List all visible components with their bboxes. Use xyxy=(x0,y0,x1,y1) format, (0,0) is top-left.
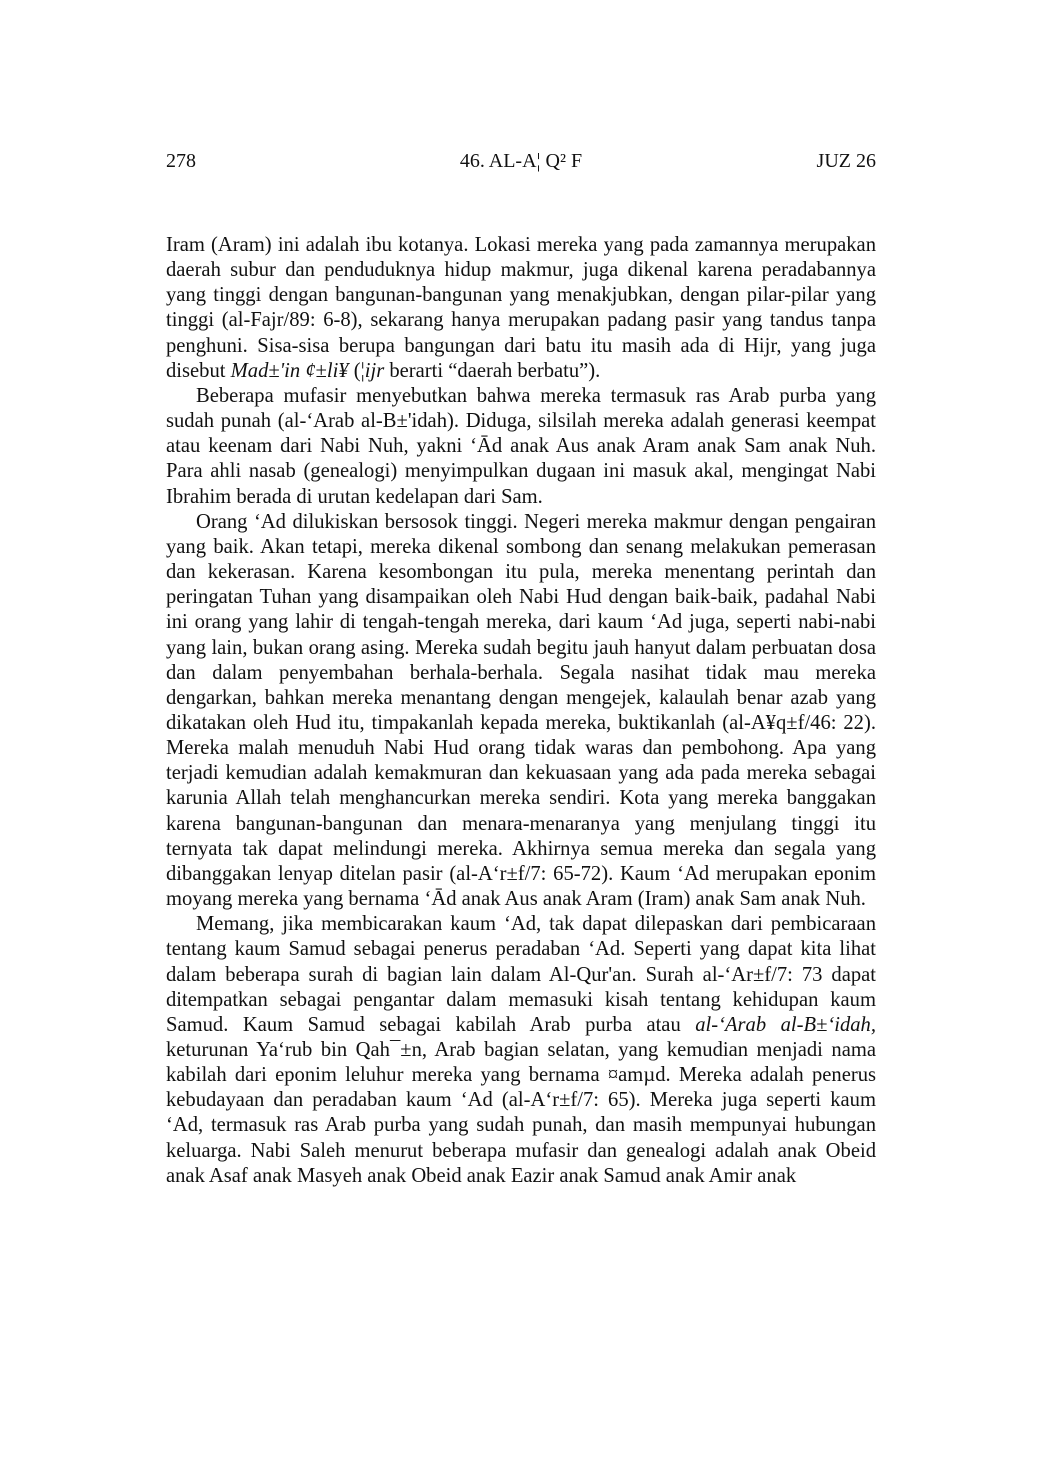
text-run: Iram (Aram) ini adalah ibu kotanya. Lokasi mereka yang pada zamannya merupakan daerah subur dan penduduknya hidup makmur, juga dikenal karena peradabannya yang tinggi dengan bangunan-bangunan yang menakjubkan, dengan pilar-pilar yang tinggi (al-Fajr/89: 6-8), sekarang hanya merupakan padang pasir yang tandus tanpa penghuni. Sisa-sisa berupa bangungan dari batu itu masih ada di Hijr, yang juga disebut xyxy=(166,234,876,382)
paragraph-4 xyxy=(166,912,876,1189)
chapter-title: 46. AL-A¦ Q² F xyxy=(459,150,583,172)
body-text xyxy=(166,233,876,1189)
italic-run: al-‘Arab al-B±‘idah, xyxy=(695,1013,876,1036)
paragraph-2 xyxy=(166,384,876,510)
text-run: Memang, jika membicarakan kaum ‘Ad, tak dapat dilepaskan dari pembicaraan tentang kaum Samud sebagai penerus peradaban ‘Ad. Seperti yang dapat kita lihat dalam beberapa surah di bagian lain dalam Al-Qur'an. Surah al-‘Ar±f/7: 73 dapat ditempatkan sebagai pengantar dalam memasuki kisah tentang kehidupan kaum Samud. Kaum Samud sebagai kabilah Arab purba atau xyxy=(166,913,876,1036)
text-run: Orang ‘Ad dilukiskan bersosok tinggi. Negeri mereka makmur dengan pengairan yang baik. Akan tetapi, mereka dikenal sombong dan senang melakukan pemerasan dan kekerasan. Karena kesombongan itu pula, mereka menentang perintah dan peringatan Tuhan yang disampaikan oleh Nabi Hud dengan baik-baik, padahal Nabi ini orang yang lahir di tengah-tengah mereka, dari kaum ‘Ad juga, seperti nabi-nabi yang lain, bukan orang asing. Mereka sudah begitu jauh hanyut dalam perbuatan dosa dan dalam penyembahan berhala-berhala. Segala nasihat tidak mau mereka dengarkan, bahkan mereka menantang dengan mengejek, kalaulah benar azab yang dikatakan oleh Hud itu, timpakanlah kepada mereka, buktikanlah (al-A¥q±f/46: 22). Mereka malah menuduh Nabi Hud orang tidak waras dan pembohong. Apa yang terjadi kemudian adalah kemakmuran dan kekuasaan yang ada pada mereka sebagai karunia Allah telah menghancurkan mereka sendiri. Kota yang mereka banggakan karena bangunan-bangunan dan menara-menaranya yang menjulang tinggi itu ternyata tak dapat melindungi mereka. Akhirnya semua mereka dan segala yang dibanggakan lenyap ditelan pasir (al-A‘r±f/7: 65-72). Kaum ‘Ad merupakan eponim moyang mereka yang bernama ‘Ād anak Aus anak Aram (Iram) anak Sam anak Nuh. xyxy=(166,510,876,911)
italic-run: Mad±'in ¢±li¥ xyxy=(230,359,349,382)
text-run: Beberapa mufasir menyebutkan bahwa mereka termasuk ras Arab purba yang sudah punah (al-‘Arab al-B±'idah). Diduga, silsilah mereka adalah generasi keempat atau keenam dari Nabi Nuh, yakni ‘Ād anak Aus anak Aram anak Sam anak Nuh. Para ahli nasab (genealogi) menyimpulkan dugaan ini masuk akal, mengingat Nabi Ibrahim berada di urutan kedelapan dari Sam. xyxy=(166,384,876,508)
text-run: berarti “daerah berbatu”). xyxy=(384,359,601,382)
text-run: (¦ xyxy=(348,359,365,382)
running-header xyxy=(166,147,876,175)
text-run: keturunan Ya‘rub bin Qah¯±n, Arab bagian selatan, yang kemudian menjadi nama kabilah dari eponim leluhur mereka yang bernama ¤amµd. Mereka adalah penerus kebudayaan dan peradaban kaum ‘Ad (al-A‘r±f/7: 65). Mereka juga seperti kaum ‘Ad, termasuk ras Arab purba yang sudah punah, dan masih mempunyai hubungan keluarga. Nabi Saleh menurut beberapa mufasir dan genealogi adalah anak Obeid anak Asaf anak Masyeh anak Obeid anak Eazir anak Samud anak Amir anak xyxy=(166,1039,876,1187)
italic-run: ijr xyxy=(364,359,385,382)
paragraph-3 xyxy=(166,510,876,913)
paragraph-1 xyxy=(166,233,876,384)
juz-label: JUZ 26 xyxy=(816,150,876,172)
page-number: 278 xyxy=(166,150,196,172)
